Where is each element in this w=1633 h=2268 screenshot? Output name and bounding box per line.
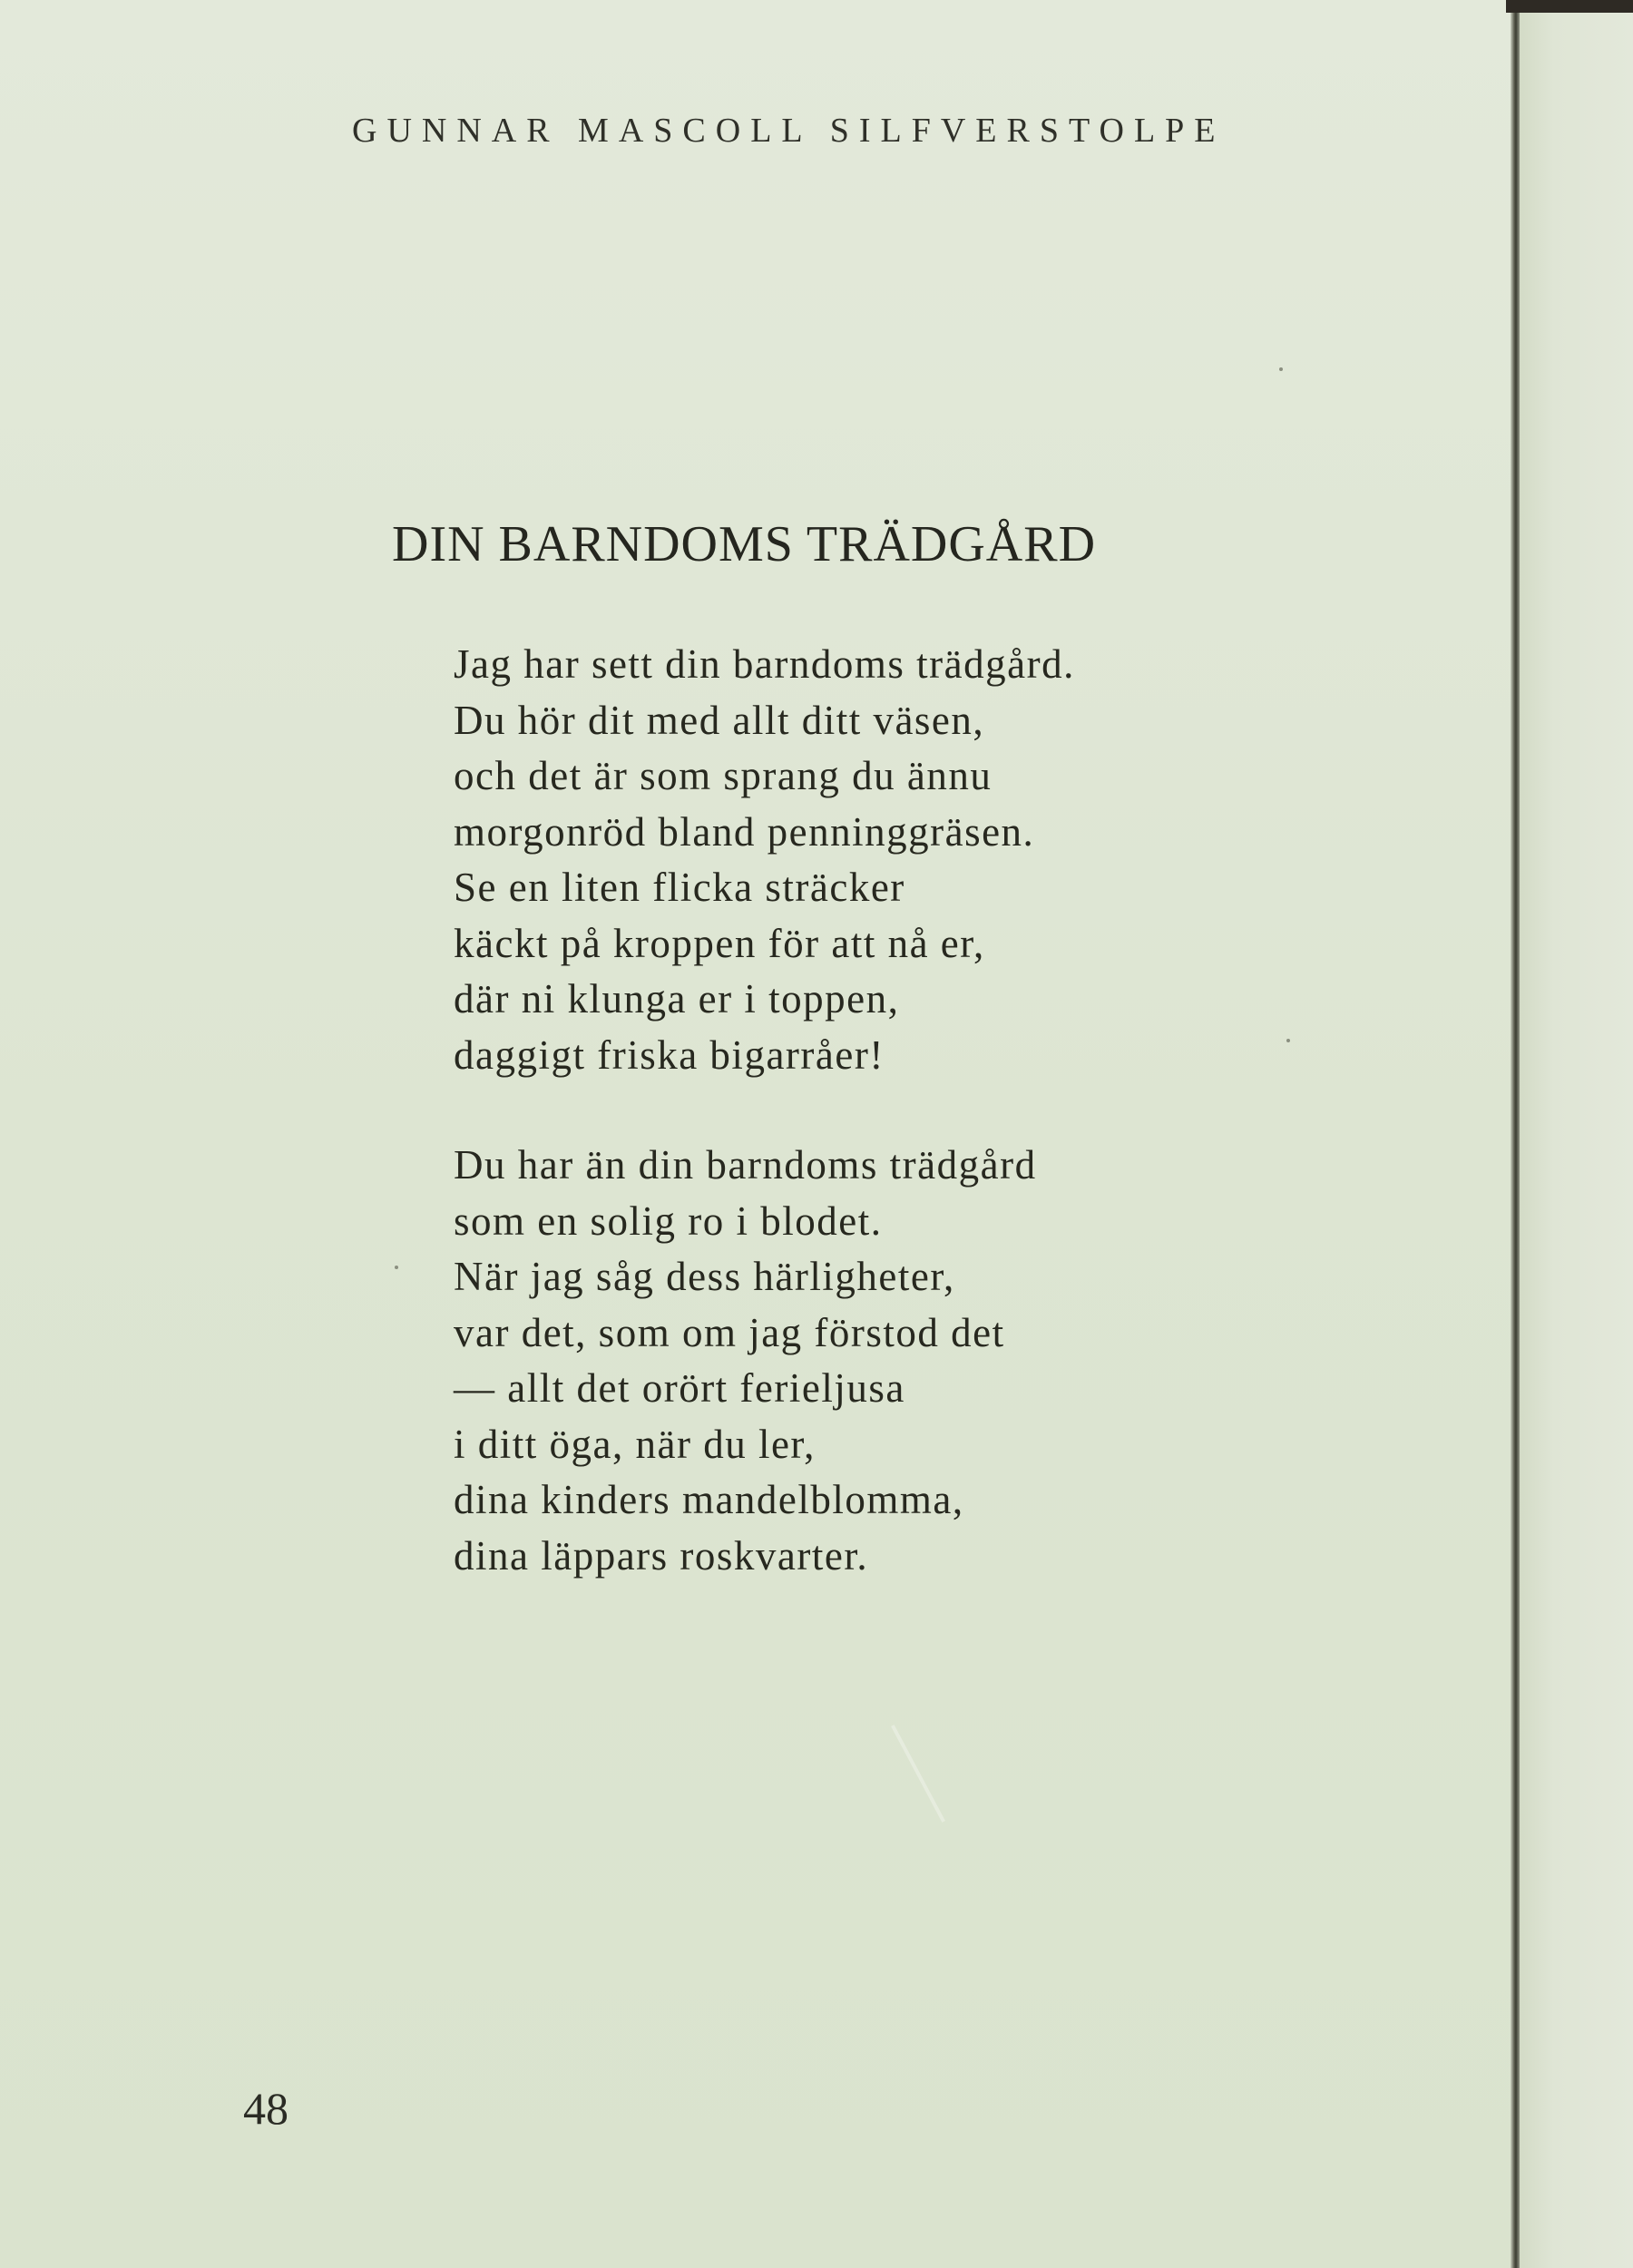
verse-line: var det, som om jag förstod det: [454, 1309, 1005, 1355]
adjacent-page-strip: [1520, 13, 1633, 2268]
verse-line: — allt det orört ferieljusa: [454, 1365, 905, 1411]
verse-line: och det är som sprang du ännu: [454, 753, 993, 798]
paper-speck: [1279, 367, 1283, 371]
stanza-1: [454, 637, 1075, 1083]
paper-speck: [1286, 1039, 1290, 1042]
verse-line: där ni klunga er i toppen,: [454, 976, 900, 1022]
paper-speck: [395, 1266, 398, 1269]
verse-line: Jag har sett din barndoms trädgård.: [454, 641, 1075, 687]
verse-line: dina kinders mandelblomma,: [454, 1477, 964, 1522]
verse-line: daggigt friska bigarråer!: [454, 1031, 885, 1078]
verse-line: i ditt öga, när du ler,: [454, 1421, 816, 1467]
page-number: 48: [243, 2083, 288, 2134]
poem-title: DIN BARNDOMS TRÄDGÅRD: [392, 516, 1097, 572]
verse-line: Se en liten flicka sträcker: [454, 865, 905, 910]
verse-line: som en solig ro i blodet.: [454, 1198, 883, 1244]
running-head: GUNNAR MASCOLL SILFVERSTOLPE: [352, 112, 1226, 150]
book-cover-edge: [1506, 0, 1633, 13]
verse-line: När jag såg dess härligheter,: [454, 1254, 955, 1299]
verse-line: käckt på kroppen för att nå er,: [454, 920, 985, 966]
verse-line: morgonröd bland penninggräsen.: [454, 808, 1035, 855]
verse-line: Du har än din barndoms trädgård: [454, 1142, 1037, 1188]
verse-line: dina läppars roskvarter.: [454, 1532, 869, 1579]
verse-line: Du hör dit med allt ditt väsen,: [454, 697, 985, 743]
stanza-2: [454, 1138, 1037, 1584]
page-edge-shadow: [1511, 0, 1520, 2268]
